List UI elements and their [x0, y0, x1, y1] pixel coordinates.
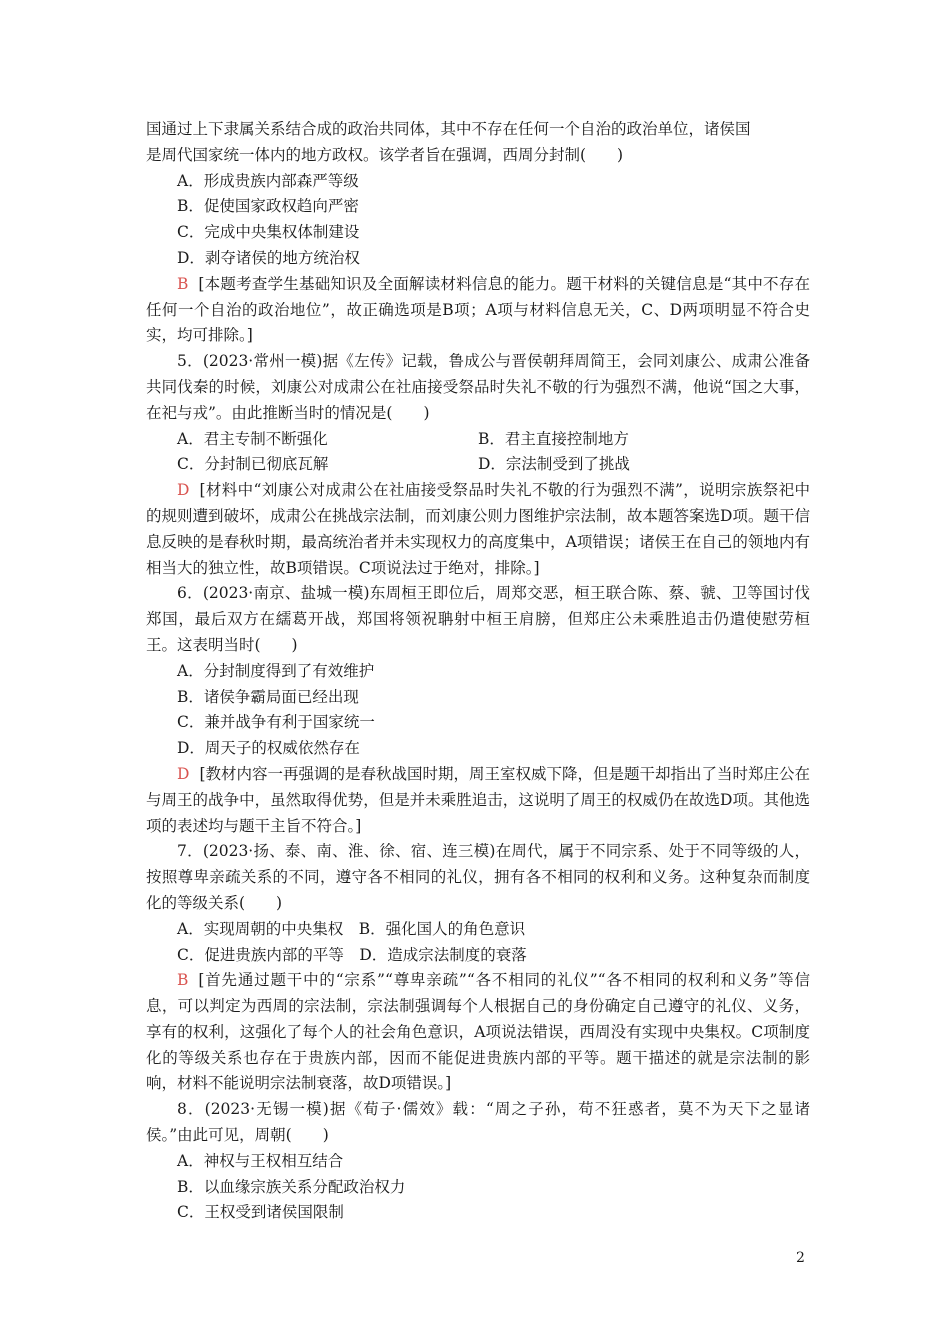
q4-option-c: C．完成中央集权体制建设 [177, 223, 360, 242]
q8-option-c: C．王权受到诸侯国限制 [177, 1203, 344, 1222]
q6-option-d: D．周天子的权威依然存在 [177, 739, 360, 758]
q5-option-c: C．分封制已彻底瓦解 [177, 455, 329, 474]
q6-explanation [146, 762, 810, 839]
page-number: 2 [796, 1250, 805, 1266]
q4-option-d: D．剥夺诸侯的地方统治权 [177, 248, 360, 267]
q6-option-a: A．分封制度得到了有效维护 [177, 661, 375, 680]
q7-answer: B [177, 971, 189, 990]
q5-option-a: A．君主专制不断强化 [177, 429, 328, 448]
q4-answer: B [177, 274, 189, 293]
q5-option-b: B．君主直接控制地方 [478, 429, 629, 448]
q7-stem: 7．(2023·扬、泰、南、淮、徐、宿、连三模)在周代，属于不同宗系、处于不同等级的人，按照尊卑亲疏关系的不同，遵守各不相同的礼仪，拥有各不相同的权利和义务。这种复杂而制度化的等级关系( ) [146, 842, 810, 912]
intro-paragraph [146, 117, 810, 169]
q7-options-line-2: C．促进贵族内部的平等 D．造成宗法制度的衰落 [177, 945, 527, 964]
q6-stem: 6．(2023·南京、盐城一模)东周桓王即位后，周郑交恶，桓王联合陈、蔡、虢、卫等国讨伐郑国，最后双方在繻葛开战，郑国将领祝聃射中桓王肩膀，但郑庄公未乘胜追击仍遣使慰劳桓王。这表明当时( ) [146, 584, 810, 654]
q6-explanation-text: [教材内容一再强调的是春秋战国时期，周王室权威下降，但是题干却指出了当时郑庄公在与周王的战争中，虽然取得优势，但是并未乘胜追击，这说明了周王的权威仍在故选D项。其他选项的表述均与题干主旨不符合。] [146, 764, 810, 835]
intro-line-1: 国通过上下隶属关系结合成的政治共同体，其中不存在任何一个自治的政治单位，诸侯国 [146, 120, 751, 138]
q5-answer: D [177, 481, 190, 500]
q8-option-a: A．神权与王权相互结合 [177, 1151, 344, 1170]
q5-explanation-text: [材料中“刘康公对成肃公在社庙接受祭品时失礼不敬的行为强烈不满”，说明宗族祭祀中的规则遭到破坏，成肃公在挑战宗法制，而刘康公则力图维护宗法制，故本题答案选D项。题干信息反映的是春秋时期，最高统治者并未实现权力的高度集中，A项错误；诸侯王在自己的领地内有相当大的独立性，故B项错误。C项说法过于绝对，排除。] [146, 481, 810, 577]
question-7 [146, 839, 810, 1097]
q5-options-row-1 [146, 427, 810, 453]
q6-option-b: B．诸侯争霸局面已经出现 [177, 687, 359, 706]
q7-explanation [146, 968, 810, 1097]
page-content [146, 117, 810, 1226]
q5-options-row-2 [146, 452, 810, 478]
question-5 [146, 349, 810, 581]
q8-stem: 8．(2023·无锡一模)据《荀子·儒效》载：“周之子孙，苟不狂惑者，莫不为天下之显诸侯。”由此可见，周朝( ) [146, 1100, 810, 1145]
question-8 [146, 1097, 810, 1226]
q5-explanation [146, 478, 810, 581]
question-6 [146, 581, 810, 839]
q4-option-a: A．形成贵族内部森严等级 [177, 171, 359, 190]
q4-explanation [146, 272, 810, 349]
question-4 [146, 169, 810, 350]
q6-answer: D [177, 764, 190, 783]
q4-explanation-text: [本题考查学生基础知识及全面解读材料信息的能力。题干材料的关键信息是“其中不存在任何一个自治的政治地位”，故正确选项是B项；A项与材料信息无关，C、D两项明显不符合史实，均可排除。] [146, 274, 810, 345]
q7-options-line-1: A．实现周朝的中央集权 B．强化国人的角色意识 [177, 919, 526, 938]
intro-line-2: 是周代国家统一体内的地方政权。该学者旨在强调，西周分封制( ) [146, 145, 624, 164]
q4-option-b: B．促使国家政权趋向严密 [177, 197, 359, 216]
q5-stem: 5．(2023·常州一模)据《左传》记载，鲁成公与晋侯朝拜周简王，会同刘康公、成肃公准备共同伐秦的时候，刘康公对成肃公在社庙接受祭品时失礼不敬的行为强烈不满，他说“国之大事，在祀与戎”。由此推断当时的情况是( ) [146, 352, 810, 422]
q5-option-d: D．宗法制受到了挑战 [478, 455, 630, 474]
q8-option-b: B．以血缘宗族关系分配政治权力 [177, 1177, 406, 1196]
q7-explanation-text: [首先通过题干中的“宗系”“尊卑亲疏”“各不相同的礼仪”“各不相同的权利和义务”等信息，可以判定为西周的宗法制，宗法制强调每个人根据自己的身份确定自己遵守的礼仪、义务，享有的权利，这强化了每个人的社会角色意识，A项说法错误，西周没有实现中央集权。C项制度化的等级关系也存在于贵族内部，因而不能促进贵族内部的平等。题干描述的就是宗法制的影响，材料不能说明宗法制衰落，故D项错误。] [146, 971, 810, 1093]
q6-option-c: C．兼并战争有利于国家统一 [177, 713, 375, 732]
